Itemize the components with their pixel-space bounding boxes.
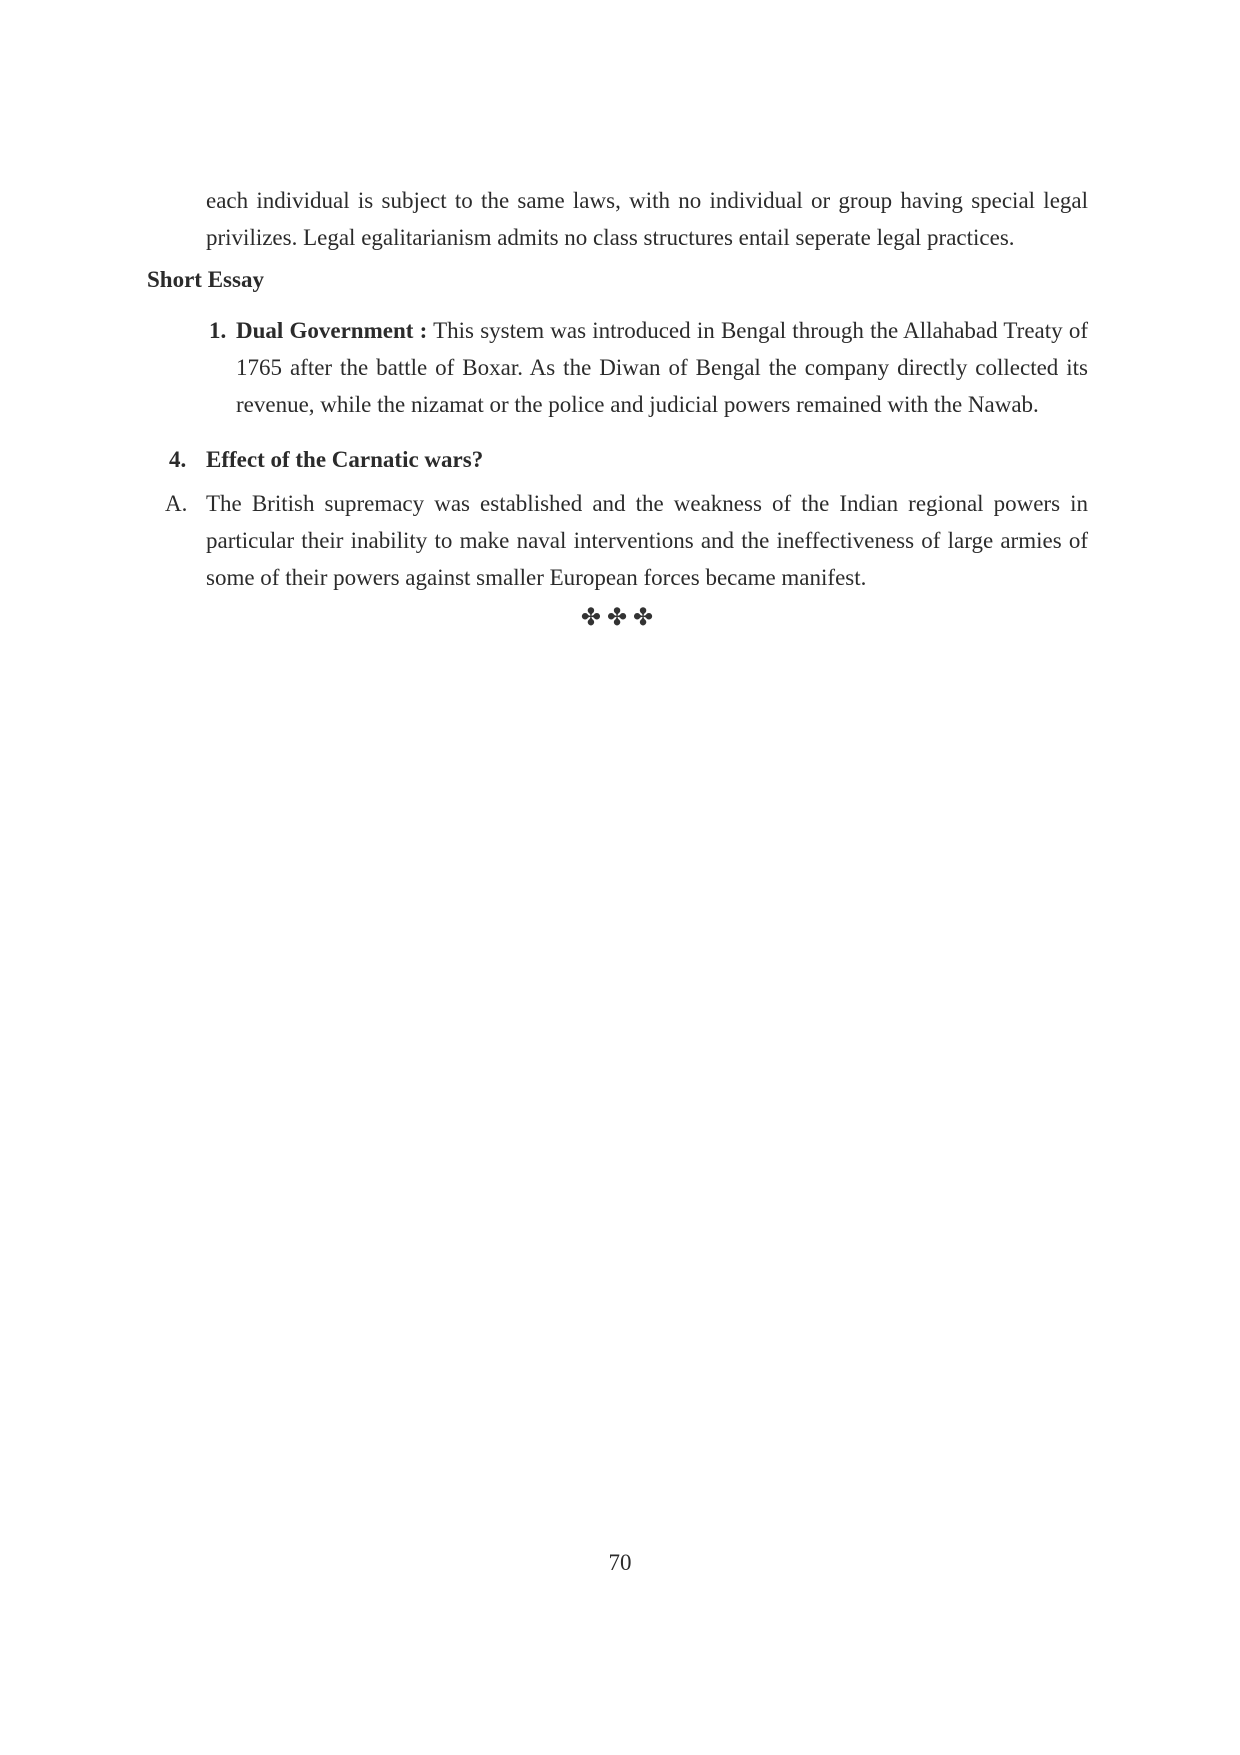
page-number: 70	[608, 1550, 632, 1575]
answer-marker: A.	[165, 491, 188, 516]
item-1-title: Dual Government :	[236, 318, 428, 343]
section-end-ornament: ✤✤✤	[580, 605, 660, 631]
item-1-text: This system was introduced in Bengal through the Allahabad Treaty of 1765 after the battle of Boxar. As the Diwan of Bengal the company directly collected its revenue, while the nizamat or the police and judicial powers remained with the Nawab.	[236, 318, 1088, 417]
section-heading: Short Essay	[147, 267, 264, 292]
intro-paragraph: each individual is subject to the same laws, with no individual or group having special legal privilizes. Legal egalitarianism admits no class structures entail seperate legal practices.	[206, 188, 1088, 250]
question-4-text: Effect of the Carnatic wars?	[206, 447, 484, 472]
item-1-number: 1.	[209, 318, 227, 343]
question-4-number: 4.	[169, 447, 187, 472]
item-1-paragraph	[236, 312, 1088, 423]
answer-paragraph: The British supremacy was established and the weakness of the Indian regional powers in particular their inability to make naval interventions and the ineffectiveness of large armies of some of their powers against smaller European forces became manifest.	[206, 491, 1088, 590]
